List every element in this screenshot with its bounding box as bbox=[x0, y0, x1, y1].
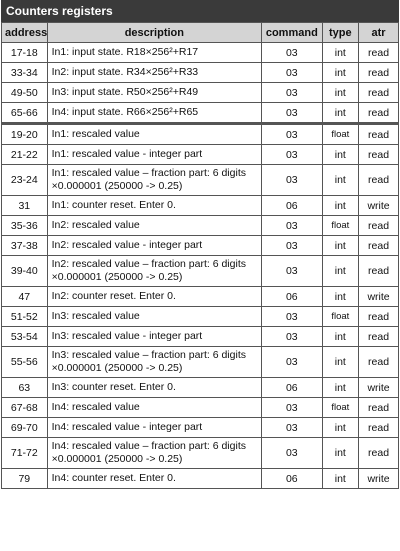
cell-address: 39-40 bbox=[2, 256, 48, 287]
cell-type: float bbox=[322, 124, 359, 145]
cell-description: In1: counter reset. Enter 0. bbox=[47, 196, 261, 216]
table-row bbox=[2, 347, 399, 378]
cell-address: 47 bbox=[2, 287, 48, 307]
table-row bbox=[2, 124, 399, 145]
cell-address: 23-24 bbox=[2, 165, 48, 196]
cell-description: In3: rescaled value - integer part bbox=[47, 327, 261, 347]
table-title: Counters registers bbox=[1, 0, 399, 22]
table-row bbox=[2, 145, 399, 165]
cell-address: 69-70 bbox=[2, 418, 48, 438]
cell-description: In3: input state. R50×256²+R49 bbox=[47, 83, 261, 103]
cell-atr: write bbox=[359, 287, 399, 307]
counters-registers-panel bbox=[1, 0, 399, 489]
cell-type: int bbox=[322, 469, 359, 489]
cell-description: In4: input state. R66×256²+R65 bbox=[47, 103, 261, 124]
cell-address: 55-56 bbox=[2, 347, 48, 378]
cell-atr: read bbox=[359, 124, 399, 145]
cell-type: float bbox=[322, 307, 359, 327]
cell-description: In1: rescaled value bbox=[47, 124, 261, 145]
cell-description: In3: counter reset. Enter 0. bbox=[47, 378, 261, 398]
cell-type: int bbox=[322, 327, 359, 347]
cell-atr: read bbox=[359, 347, 399, 378]
cell-command: 03 bbox=[262, 347, 322, 378]
cell-address: 67-68 bbox=[2, 398, 48, 418]
cell-atr: read bbox=[359, 307, 399, 327]
cell-command: 03 bbox=[262, 124, 322, 145]
table-row bbox=[2, 165, 399, 196]
cell-type: float bbox=[322, 398, 359, 418]
registers-table bbox=[1, 22, 399, 489]
cell-atr: read bbox=[359, 63, 399, 83]
cell-command: 06 bbox=[262, 469, 322, 489]
table-row bbox=[2, 398, 399, 418]
cell-address: 31 bbox=[2, 196, 48, 216]
cell-address: 51-52 bbox=[2, 307, 48, 327]
cell-address: 21-22 bbox=[2, 145, 48, 165]
cell-command: 03 bbox=[262, 307, 322, 327]
cell-type: int bbox=[322, 438, 359, 469]
cell-command: 03 bbox=[262, 256, 322, 287]
header-row bbox=[2, 23, 399, 43]
cell-type: int bbox=[322, 418, 359, 438]
table-row bbox=[2, 256, 399, 287]
cell-description: In4: counter reset. Enter 0. bbox=[47, 469, 261, 489]
cell-command: 03 bbox=[262, 398, 322, 418]
cell-type: float bbox=[322, 216, 359, 236]
table-row bbox=[2, 327, 399, 347]
cell-atr: read bbox=[359, 103, 399, 124]
cell-description: In3: rescaled value bbox=[47, 307, 261, 327]
cell-type: int bbox=[322, 165, 359, 196]
cell-command: 03 bbox=[262, 418, 322, 438]
cell-address: 79 bbox=[2, 469, 48, 489]
cell-atr: read bbox=[359, 145, 399, 165]
column-header-type: type bbox=[322, 23, 359, 43]
cell-command: 03 bbox=[262, 165, 322, 196]
cell-atr: read bbox=[359, 236, 399, 256]
cell-description: In1: input state. R18×256²+R17 bbox=[47, 43, 261, 63]
cell-address: 53-54 bbox=[2, 327, 48, 347]
cell-type: int bbox=[322, 145, 359, 165]
column-header-command: command bbox=[262, 23, 322, 43]
cell-description: In2: rescaled value bbox=[47, 216, 261, 236]
table-row bbox=[2, 43, 399, 63]
cell-command: 03 bbox=[262, 43, 322, 63]
table-row bbox=[2, 216, 399, 236]
cell-description: In4: rescaled value - integer part bbox=[47, 418, 261, 438]
cell-command: 06 bbox=[262, 196, 322, 216]
cell-address: 37-38 bbox=[2, 236, 48, 256]
table-row bbox=[2, 418, 399, 438]
cell-address: 63 bbox=[2, 378, 48, 398]
column-header-description: description bbox=[47, 23, 261, 43]
cell-address: 33-34 bbox=[2, 63, 48, 83]
column-header-address: address bbox=[2, 23, 48, 43]
cell-atr: write bbox=[359, 469, 399, 489]
cell-command: 03 bbox=[262, 145, 322, 165]
cell-address: 17-18 bbox=[2, 43, 48, 63]
cell-type: int bbox=[322, 196, 359, 216]
cell-atr: write bbox=[359, 378, 399, 398]
cell-atr: read bbox=[359, 438, 399, 469]
cell-description: In1: rescaled value - integer part bbox=[47, 145, 261, 165]
cell-type: int bbox=[322, 63, 359, 83]
cell-type: int bbox=[322, 347, 359, 378]
cell-command: 06 bbox=[262, 378, 322, 398]
cell-command: 03 bbox=[262, 216, 322, 236]
table-row bbox=[2, 83, 399, 103]
cell-type: int bbox=[322, 256, 359, 287]
cell-atr: write bbox=[359, 196, 399, 216]
cell-description: In4: rescaled value – fraction part: 6 digits ×0.000001 (250000 -> 0.25) bbox=[47, 438, 261, 469]
cell-type: int bbox=[322, 83, 359, 103]
cell-command: 03 bbox=[262, 103, 322, 124]
table-row bbox=[2, 236, 399, 256]
cell-type: int bbox=[322, 43, 359, 63]
cell-type: int bbox=[322, 287, 359, 307]
table-row bbox=[2, 307, 399, 327]
cell-atr: read bbox=[359, 398, 399, 418]
cell-type: int bbox=[322, 378, 359, 398]
cell-description: In4: rescaled value bbox=[47, 398, 261, 418]
cell-type: int bbox=[322, 236, 359, 256]
cell-description: In2: counter reset. Enter 0. bbox=[47, 287, 261, 307]
table-row bbox=[2, 196, 399, 216]
table-row bbox=[2, 287, 399, 307]
cell-atr: read bbox=[359, 165, 399, 196]
cell-address: 71-72 bbox=[2, 438, 48, 469]
cell-atr: read bbox=[359, 43, 399, 63]
cell-description: In2: rescaled value - integer part bbox=[47, 236, 261, 256]
cell-description: In2: rescaled value – fraction part: 6 digits ×0.000001 (250000 -> 0.25) bbox=[47, 256, 261, 287]
cell-command: 03 bbox=[262, 327, 322, 347]
table-row bbox=[2, 438, 399, 469]
cell-description: In1: rescaled value – fraction part: 6 digits ×0.000001 (250000 -> 0.25) bbox=[47, 165, 261, 196]
cell-atr: read bbox=[359, 83, 399, 103]
cell-address: 65-66 bbox=[2, 103, 48, 124]
cell-command: 03 bbox=[262, 438, 322, 469]
cell-address: 35-36 bbox=[2, 216, 48, 236]
cell-type: int bbox=[322, 103, 359, 124]
cell-command: 06 bbox=[262, 287, 322, 307]
cell-address: 19-20 bbox=[2, 124, 48, 145]
cell-command: 03 bbox=[262, 63, 322, 83]
table-row bbox=[2, 469, 399, 489]
cell-command: 03 bbox=[262, 83, 322, 103]
cell-command: 03 bbox=[262, 236, 322, 256]
cell-atr: read bbox=[359, 418, 399, 438]
cell-description: In3: rescaled value – fraction part: 6 digits ×0.000001 (250000 -> 0.25) bbox=[47, 347, 261, 378]
cell-description: In2: input state. R34×256²+R33 bbox=[47, 63, 261, 83]
table-row bbox=[2, 63, 399, 83]
cell-atr: read bbox=[359, 216, 399, 236]
table-row bbox=[2, 378, 399, 398]
column-header-atr: atr bbox=[359, 23, 399, 43]
cell-atr: read bbox=[359, 327, 399, 347]
cell-atr: read bbox=[359, 256, 399, 287]
table-row bbox=[2, 103, 399, 124]
cell-address: 49-50 bbox=[2, 83, 48, 103]
